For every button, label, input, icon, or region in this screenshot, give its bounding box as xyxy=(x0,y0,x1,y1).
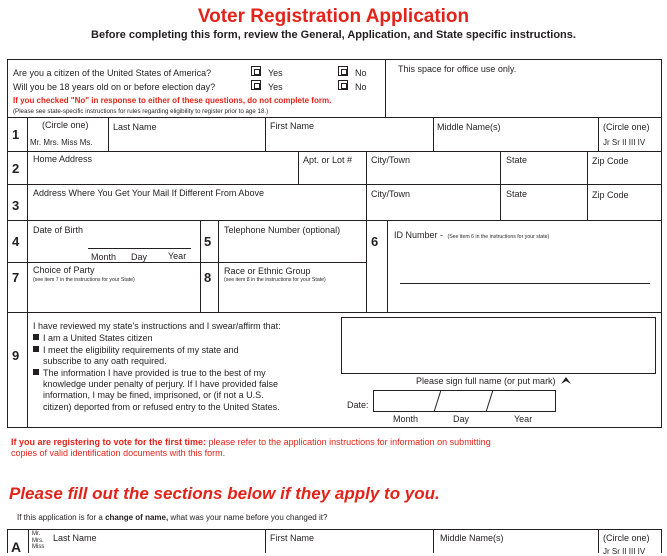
suffix-circle-one: (Circle one) xyxy=(603,122,650,132)
age-no-checkbox[interactable] xyxy=(338,80,348,90)
section-2-number: 2 xyxy=(12,161,20,176)
oath-item-citizen: I am a United States citizen xyxy=(33,333,153,343)
mail-address-field[interactable]: Address Where You Get Your Mail If Different From Above xyxy=(33,188,264,198)
section-4-number: 4 xyxy=(12,234,20,249)
middle-name-field[interactable]: Middle Name(s) xyxy=(437,122,501,132)
home-address-field[interactable]: Home Address xyxy=(33,154,93,164)
dob-year-label: Year xyxy=(168,251,187,261)
signature-instruction: Please sign full name (or put mark) xyxy=(416,376,571,386)
eligibility-note: (Please see state-specific instructions for rules regarding eligibility to register prior to age 18.) xyxy=(13,108,269,115)
section-3-number: 3 xyxy=(12,198,20,213)
form-title: Voter Registration Application xyxy=(197,6,470,27)
oath-item-truth: The information I have provided is true to the best of my knowledge under penalty of perjury. If I have provided false information, I may be fined, imprisoned, or (if not a U.S. citizen) deported from or refused entry to the United States. xyxy=(33,368,280,413)
section-5-number: 5 xyxy=(204,234,212,249)
choice-of-party-field[interactable]: Choice of Party xyxy=(33,265,95,275)
section-8-number: 8 xyxy=(204,270,212,285)
sign-day-label: Day xyxy=(453,414,470,424)
apt-lot-field[interactable]: Apt. or Lot # xyxy=(303,155,353,165)
prev-title-options[interactable]: Mr. Mrs. Miss xyxy=(32,531,45,550)
party-note: (see item 7 in the instructions for your State) xyxy=(33,277,135,283)
date-separators xyxy=(373,390,556,412)
id-number-field[interactable] xyxy=(394,225,549,243)
date-of-birth-field[interactable]: Date of Birth xyxy=(33,225,84,235)
dob-month-label: Month xyxy=(91,252,117,262)
first-name-field[interactable]: First Name xyxy=(270,121,315,131)
section-9-number: 9 xyxy=(12,348,20,363)
citizen-no-label: No xyxy=(355,68,367,78)
section-6-number: 6 xyxy=(371,234,379,249)
title-options[interactable]: Mr. Mrs. Miss Ms. xyxy=(30,138,93,147)
section-a-letter: A xyxy=(11,539,22,555)
title-circle-one: (Circle one) xyxy=(42,120,89,130)
race-note: (see item 8 in the instructions for your State) xyxy=(224,277,326,283)
id-number-entry-line xyxy=(400,283,650,284)
arrow-up-icon xyxy=(561,377,571,384)
home-state-field[interactable]: State xyxy=(506,155,528,165)
age-question: Will you be 18 years old on or before election day? xyxy=(13,82,216,92)
sign-month-label: Month xyxy=(393,414,419,424)
home-zip-field[interactable]: Zip Code xyxy=(592,156,629,166)
office-divider xyxy=(385,59,386,117)
citizen-yes-checkbox[interactable] xyxy=(251,66,261,76)
dob-day-label: Day xyxy=(131,252,148,262)
oath-item-eligibility: I meet the eligibility requirements of my state and subscribe to any oath required. xyxy=(33,345,239,367)
id-number-note: (See item 6 in the instructions for your state) xyxy=(447,234,550,240)
age-no-label: No xyxy=(355,82,367,92)
citizen-no-checkbox[interactable] xyxy=(338,66,348,76)
citizen-yes-label: Yes xyxy=(268,68,283,78)
telephone-field[interactable]: Telephone Number (optional) xyxy=(224,225,341,235)
mail-state-field[interactable]: State xyxy=(506,189,528,199)
mail-zip-field[interactable]: Zip Code xyxy=(592,190,629,200)
mail-city-field[interactable]: City/Town xyxy=(371,189,411,199)
section-7-number: 7 xyxy=(12,270,20,285)
eligibility-bottom-line xyxy=(7,117,662,118)
age-yes-checkbox[interactable] xyxy=(251,80,261,90)
eligibility-warning: If you checked "No" in response to either of these questions, do not complete form. xyxy=(13,96,332,105)
id-number-label: ID Number - xyxy=(394,230,444,240)
office-use-label: This space for office use only. xyxy=(398,64,517,74)
optional-sections-heading: Please fill out the sections below if they apply to you. xyxy=(9,484,440,503)
form-subtitle: Before completing this form, review the General, Application, and State specific instructions. xyxy=(91,29,576,41)
oath-intro: I have reviewed my state's instructions and I swear/affirm that: xyxy=(33,321,281,331)
section-1-number: 1 xyxy=(12,127,20,142)
signature-date-label: Date: xyxy=(347,400,369,410)
suffix-options[interactable]: Jr Sr II III IV xyxy=(603,138,646,147)
home-city-field[interactable]: City/Town xyxy=(371,155,411,165)
sign-year-label: Year xyxy=(514,414,533,424)
signature-box[interactable] xyxy=(341,317,656,374)
prev-suffix-options[interactable]: Jr Sr II III IV xyxy=(603,547,646,556)
name-change-question: If this application is for a change of name, what was your name before you changed it? xyxy=(17,513,328,522)
citizen-question: Are you a citizen of the United States of America? xyxy=(13,68,212,78)
prev-first-name-field[interactable]: First Name xyxy=(270,533,315,543)
last-name-field[interactable]: Last Name xyxy=(113,122,157,132)
first-time-note: If you are registering to vote for the first time: please refer to the application instructions for information on submitting copies of valid identification documents with this form. xyxy=(11,437,491,458)
race-ethnic-field[interactable]: Race or Ethnic Group xyxy=(224,266,311,276)
age-yes-label: Yes xyxy=(268,82,283,92)
prev-suffix-circle-one: (Circle one) xyxy=(603,533,650,543)
dob-entry-line xyxy=(88,248,191,249)
prev-last-name-field[interactable]: Last Name xyxy=(53,533,97,543)
prev-middle-name-field[interactable]: Middle Name(s) xyxy=(440,533,504,543)
